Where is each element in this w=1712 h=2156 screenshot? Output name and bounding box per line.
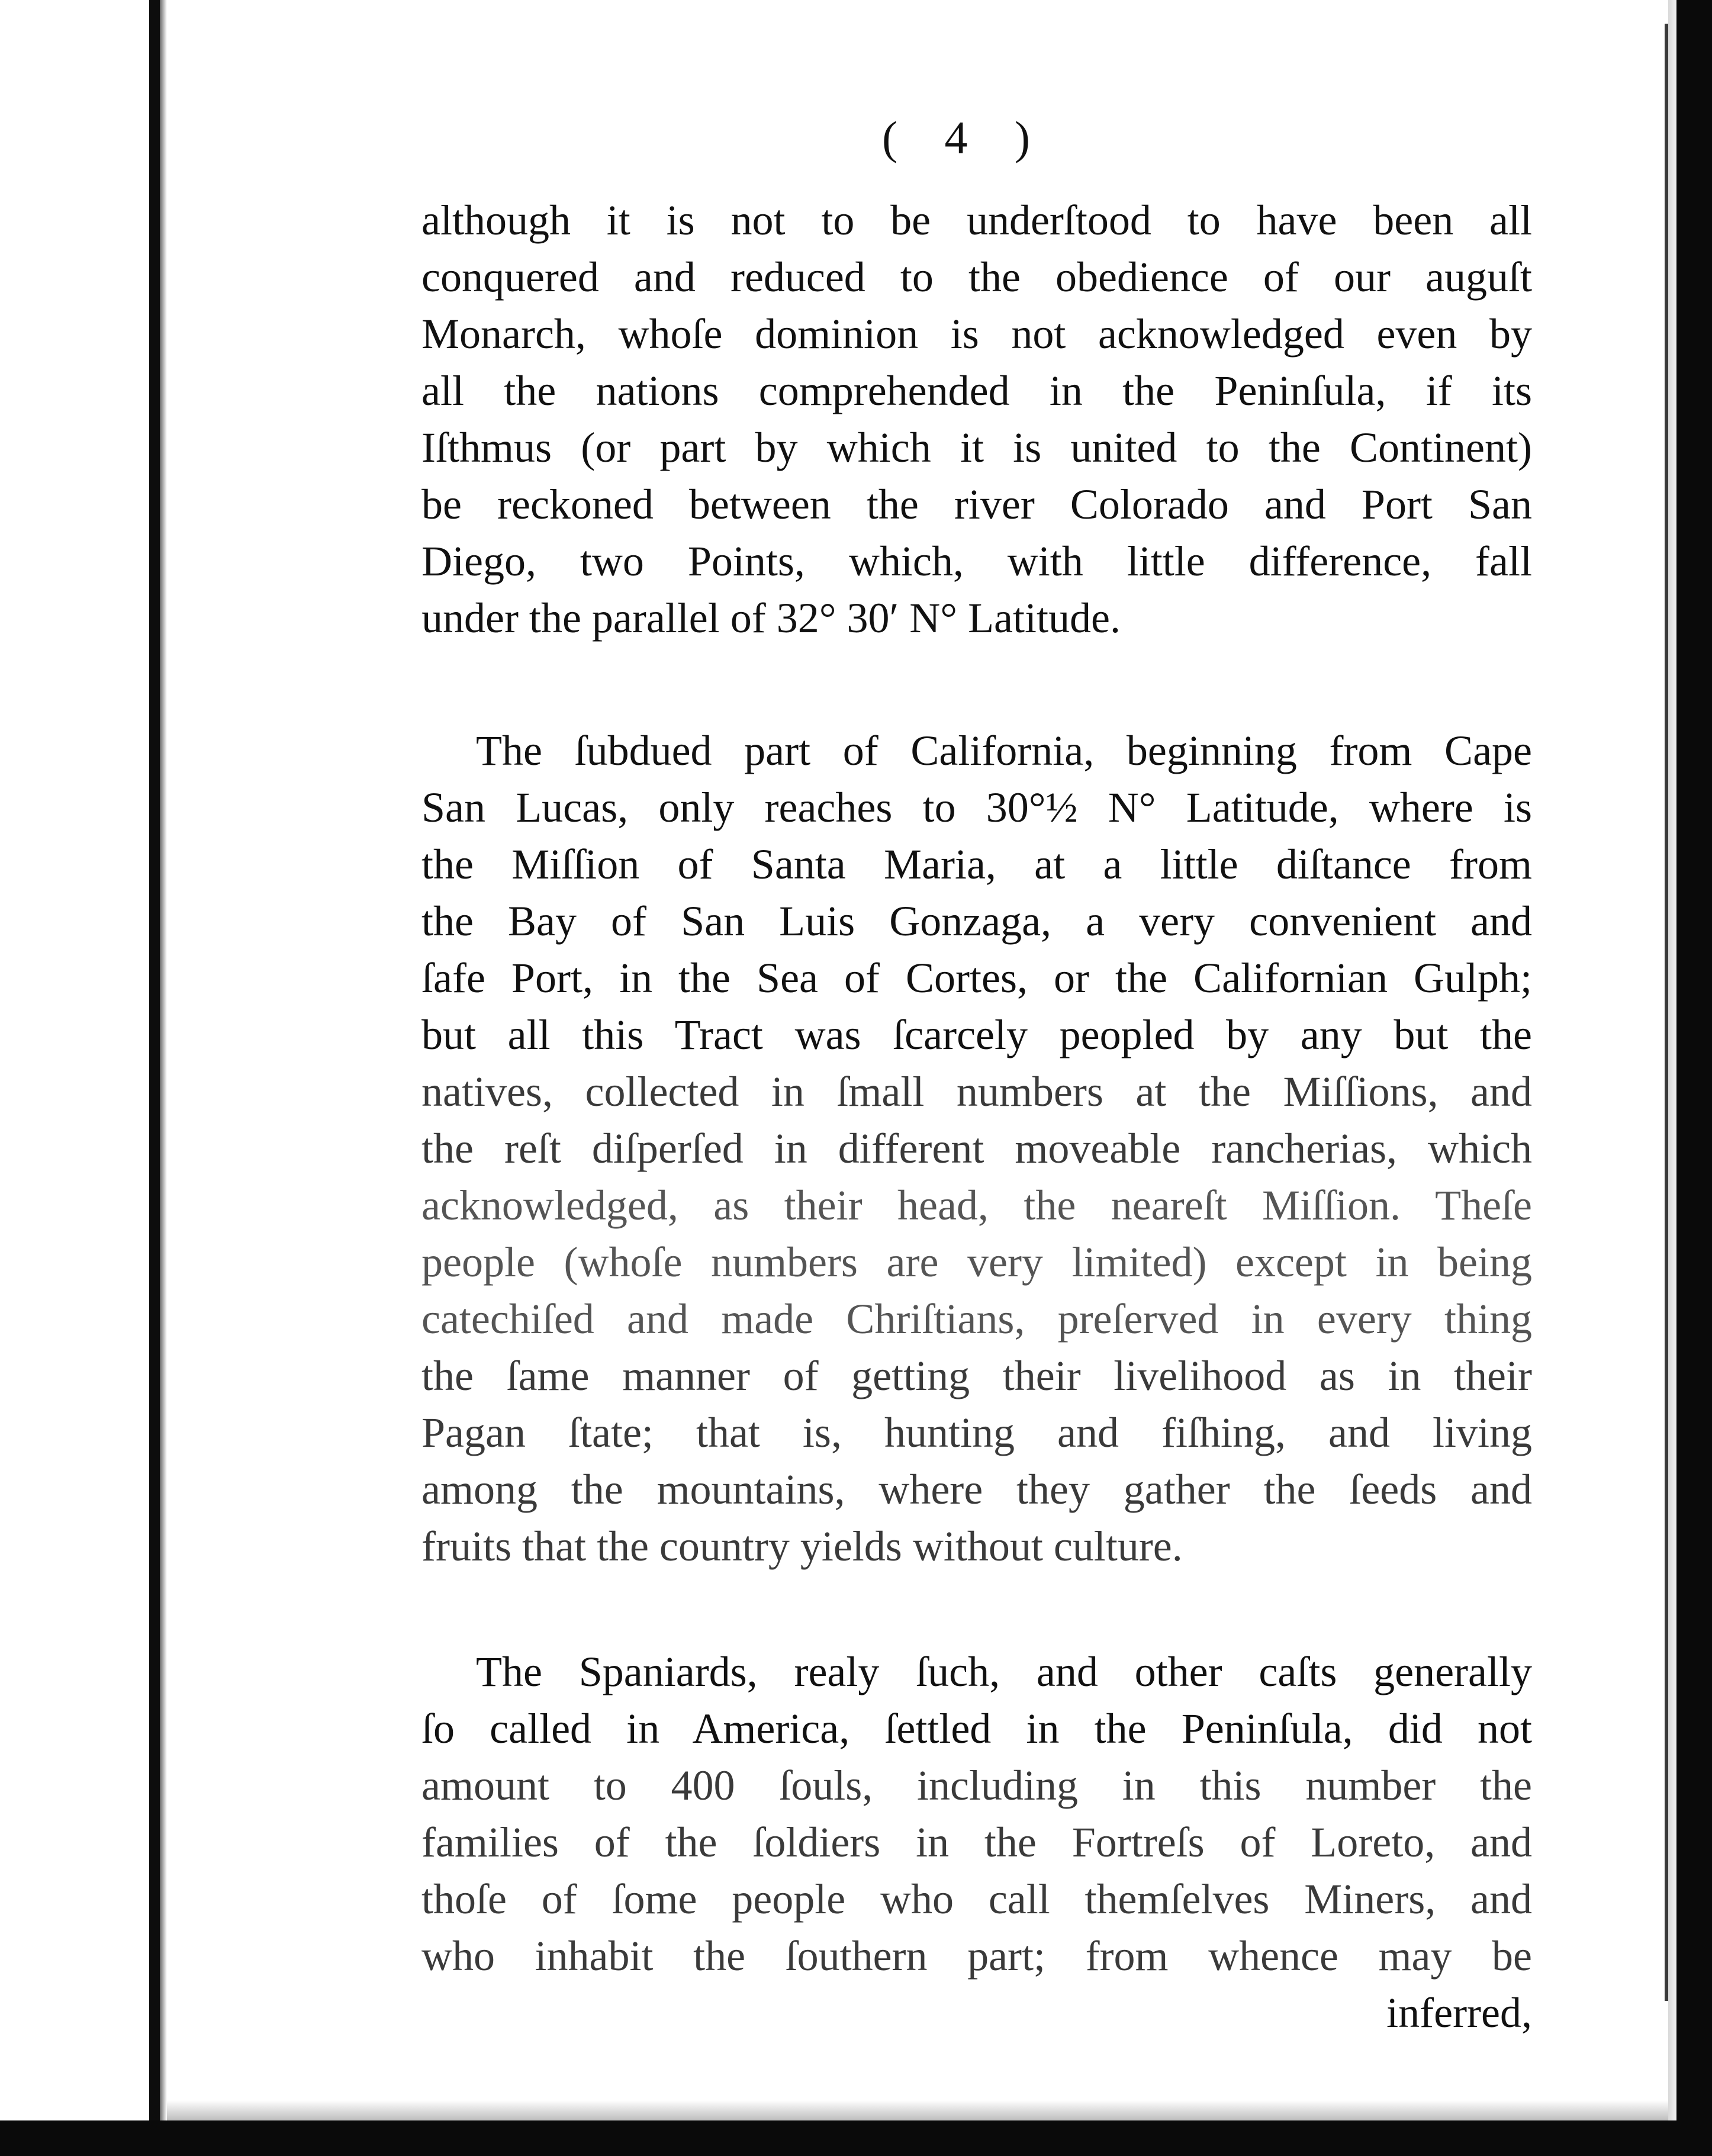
facing-page-strip [0,0,149,2156]
scan-border-right [1676,0,1712,2156]
text-line: thoſe of ſome people who call themſelves Miners, and [421,1875,1532,1923]
text-line: ſafe Port, in the Sea of Cortes, or the Californian Gulph; [421,954,1532,1002]
text-line: natives, collected in ſmall numbers at the Miſſions, and [421,1068,1532,1115]
scan-border-bottom [0,2120,1712,2156]
text-line: all the nations comprehended in the Peninſula, if its [421,367,1532,414]
catchword: inferred, [1386,1989,1532,2036]
book-gutter [149,0,160,2156]
text-line: The Spaniards, realy ſuch, and other caſts generally [476,1648,1532,1695]
text-line: Pagan ſtate; that is, hunting and fiſhing, and living [421,1409,1532,1456]
text-line: Monarch, whoſe dominion is not acknowledged even by [421,310,1532,358]
text-line: the ſame manner of getting their livelihood as in their [421,1352,1532,1399]
text-line: be reckoned between the river Colorado and Port San [421,481,1532,528]
text-line: under the parallel of 32° 30′ N° Latitude. [421,594,1121,642]
text-line: but all this Tract was ſcarcely peopled by any but the [421,1011,1532,1058]
page-edge-shadow [1668,0,1676,2156]
text-line: the reſt diſperſed in different moveable rancherias, which [421,1125,1532,1172]
text-line: ſo called in America, ſettled in the Peninſula, did not [421,1705,1532,1752]
text-line: Diego, two Points, which, with little difference, fall [421,538,1532,585]
text-line: among the mountains, where they gather the ſeeds and [421,1466,1532,1513]
text-line: people (whoſe numbers are very limited) except in being [421,1238,1532,1286]
text-line: conquered and reduced to the obedience of our auguſt [421,253,1532,301]
page-bottom-shadow [167,2100,1668,2120]
text-line: acknowledged, as their head, the neareſt Miſſion. Theſe [421,1182,1532,1229]
text-line: although it is not to be underſtood to have been all [421,197,1532,244]
text-line: who inhabit the ſouthern part; from whence may be [421,1932,1532,1980]
text-line: San Lucas, only reaches to 30°½ N° Latitude, where is [421,784,1532,831]
text-line: catechiſed and made Chriſtians, preſerved in every thing [421,1295,1532,1343]
text-line: the Bay of San Luis Gonzaga, a very convenient and [421,897,1532,945]
page-number: ( 4 ) [882,112,1048,163]
text-line: amount to 400 ſouls, including in this number the [421,1762,1532,1809]
text-line: the Miſſion of Santa Maria, at a little diſtance from [421,841,1532,888]
text-line: families of the ſoldiers in the Fortreſs of Loreto, and [421,1819,1532,1866]
gutter-shadow [160,0,167,2156]
text-line: The ſubdued part of California, beginning from Cape [476,727,1532,774]
text-line: fruits that the country yields without culture. [421,1523,1183,1570]
text-line: Iſthmus (or part by which it is united to the Continent) [421,424,1532,471]
